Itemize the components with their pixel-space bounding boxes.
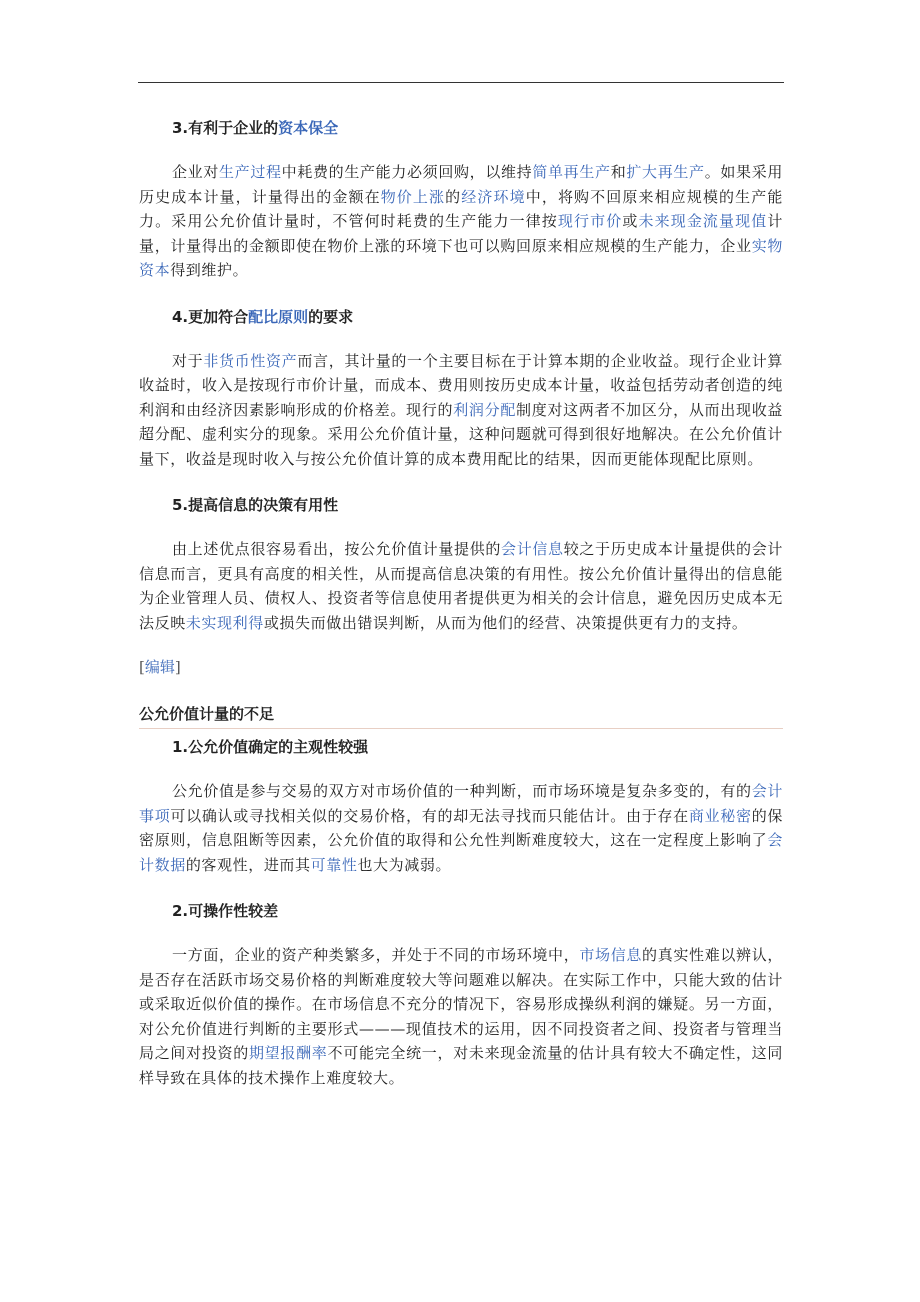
section-title: 公允价值计量的不足 <box>139 702 783 729</box>
paragraph-decision-usefulness <box>139 537 783 635</box>
paragraph-text: 公允价值是参与交易的双方对市场价值的一种判断，而市场环境是复杂多变的，有的 <box>172 782 752 800</box>
edit-button[interactable]: 编辑 <box>144 658 175 676</box>
inline-link[interactable]: 会计事项 <box>139 782 783 825</box>
top-rule <box>138 82 784 83</box>
inline-link[interactable]: 未实现利得 <box>185 613 264 632</box>
document-body <box>139 116 783 1112</box>
edit-bracket-close: ] <box>174 658 181 676</box>
edit-bracket-open: [ <box>139 658 145 676</box>
paragraph-text: 较之于历史成本计量提供的会计信息而言，更具有高度的相关性，从而提高信息决策的有用性。按公允价值计量得出的信息能为企业管理人员、债权人、投资者等信息使用者提供更为相关的会计信息，避免因历史成本无法反映 <box>139 540 783 632</box>
inline-link[interactable]: 经济环境 <box>461 187 526 206</box>
heading-text-tail: 的要求 <box>308 307 354 326</box>
paragraph-text: 不可能完全统一，对未来现金流量的估计具有较大不确定性，这同样导致在具体的技术操作上难度较大。 <box>139 1044 783 1087</box>
paragraph-text: 的客观性，进而其 <box>185 855 311 874</box>
inline-link[interactable]: 扩大再生产 <box>626 163 705 181</box>
link-capital-preservation[interactable]: 资本保全 <box>278 119 339 137</box>
edit-link <box>139 655 783 679</box>
inline-link[interactable]: 实物资本 <box>139 236 783 279</box>
paragraph-text: 或 <box>622 212 639 230</box>
heading-text: 3.有利于企业的 <box>172 119 279 137</box>
inline-link[interactable]: 期望报酬率 <box>248 1044 328 1062</box>
heading-text: 4.更加符合 <box>172 307 249 326</box>
paragraph-text: 的真实性难以辨认，是否存在活跃市场交易价格的判断难度较大等问题难以解决。在实际工作中，只能大致的估计或采取近似价值的操作。在市场信息不充分的情况下，容易形成操纵利润的嫌疑。另一方面，对公允价值进行判断的主要形式———现值技术的运用，因不同投资者之间、投资者与管理当局之间对投资的 <box>139 946 783 1062</box>
paragraph-capital-preservation <box>139 160 783 283</box>
inline-link[interactable]: 利润分配 <box>453 400 517 419</box>
paragraph-text: 或损失而做出错误判断，从而为他们的经营、决策提供更有力的支持。 <box>263 613 748 632</box>
inline-link[interactable]: 会计信息 <box>501 540 564 558</box>
heading-decision-usefulness: 5.提高信息的决策有用性 <box>172 496 339 514</box>
paragraph-text: 的 <box>445 187 462 206</box>
heading-operability: 2.可操作性较差 <box>172 902 279 920</box>
paragraph-text: 由上述优点很容易看出，按公允价值计量提供的 <box>172 540 502 558</box>
paragraph-text: 可以确认或寻找相关似的交易价格，有的却无法寻找而只能估计。由于存在 <box>170 806 689 825</box>
inline-link[interactable]: 市场信息 <box>579 946 643 964</box>
inline-link[interactable]: 生产过程 <box>219 163 282 181</box>
paragraph-text: 对于 <box>172 351 204 370</box>
inline-link[interactable]: 会计数据 <box>139 831 783 874</box>
inline-link[interactable]: 未来现金流量现值 <box>638 212 768 230</box>
inline-link[interactable]: 可靠性 <box>310 855 358 874</box>
inline-link[interactable]: 简单再生产 <box>532 163 611 181</box>
paragraph-text: 一方面，企业的资产种类繁多，并处于不同的市场环境中， <box>172 946 580 964</box>
paragraph-text: 制度对这两者不加区分，从而出现收益超分配、虚利实分的现象。采用公允价值计量，这种问题就可得到很好地解决。在公允价值计量下，收益是现时收入与按公允价值计算的成本费用配比的结果，因而更能体现配比原则。 <box>139 400 783 468</box>
paragraph-text: 中，将购不回原来相应规模的生产能力。采用公允价值计量时，不管何时耗费的生产能力一律按 <box>139 187 783 230</box>
paragraph-text: 企业对 <box>172 163 219 181</box>
link-matching-principle[interactable]: 配比原则 <box>248 307 309 326</box>
inline-link[interactable]: 物价上涨 <box>380 187 446 206</box>
paragraph-text: 中耗费的生产能力必须回购，以维持 <box>281 163 533 181</box>
inline-link[interactable]: 现行市价 <box>557 212 623 230</box>
inline-link[interactable]: 非货币性资产 <box>203 351 298 370</box>
paragraph-text: 和 <box>610 163 627 181</box>
heading-matching-principle <box>172 305 783 329</box>
inline-link[interactable]: 商业秘密 <box>688 806 752 825</box>
paragraph-text: 得到维护。 <box>170 261 249 279</box>
paragraph-operability <box>139 943 783 1090</box>
paragraph-text: 而言，其计量的一个主要目标在于计算本期的企业收益。现行企业计算收益时，收入是按现行市价计量，而成本、费用则按历史成本计量，收益包括劳动者创造的纯利润和由经济因素影响形成的价格差。现行的 <box>139 351 783 419</box>
paragraph-text: 的保密原则，信息阻断等因素，公允价值的取得和公允性判断难度较大，这在一定程度上影响了 <box>139 806 783 849</box>
heading-subjectivity: 1.公允价值确定的主观性较强 <box>172 738 369 756</box>
paragraph-text: 计量，计量得出的金额即使在物价上涨的环境下也可以购回原来相应规模的生产能力，企业 <box>139 212 783 255</box>
paragraph-matching-principle <box>139 349 783 472</box>
paragraph-text: 也大为减弱。 <box>357 855 452 874</box>
paragraph-subjectivity <box>139 779 783 877</box>
heading-capital-preservation <box>172 116 783 140</box>
paragraph-text: 。如果采用历史成本计量，计量得出的金额在 <box>139 163 783 206</box>
